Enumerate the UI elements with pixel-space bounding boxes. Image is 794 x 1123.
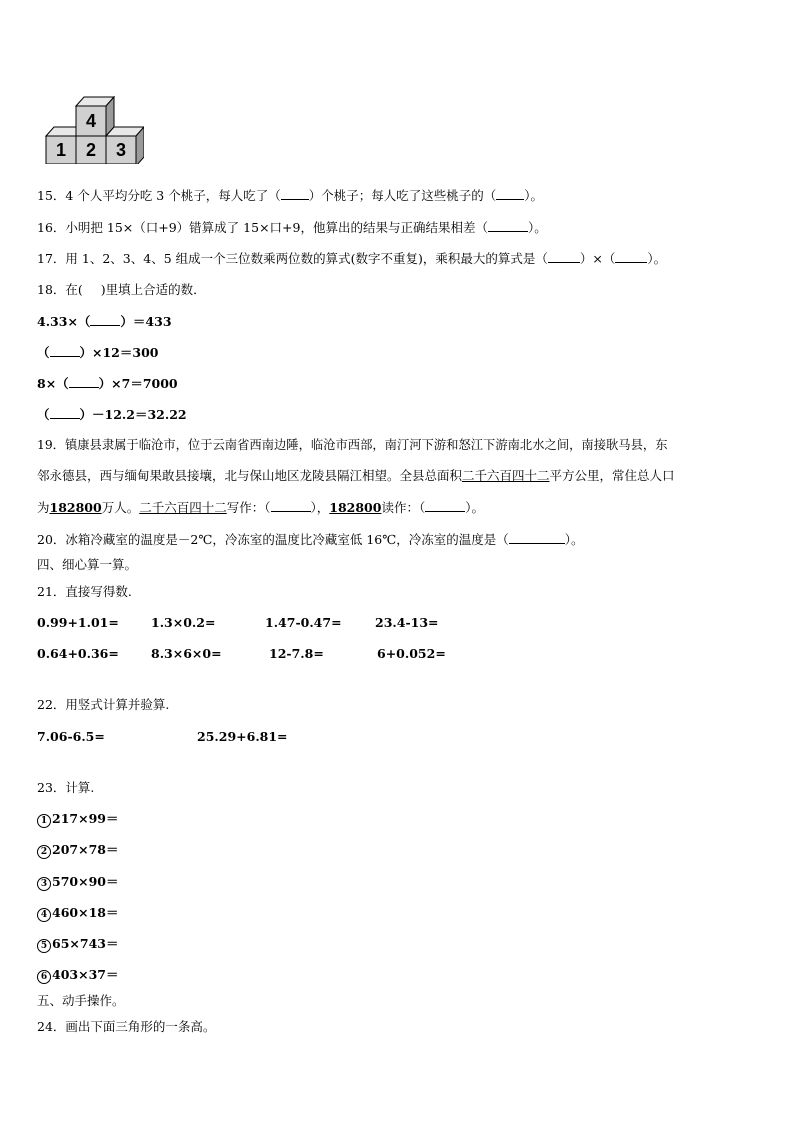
answer-blank[interactable] bbox=[615, 250, 647, 263]
answer-blank[interactable] bbox=[50, 344, 80, 357]
circled-number: 2 bbox=[37, 845, 51, 859]
answer-blank[interactable] bbox=[488, 219, 528, 232]
circled-number: 5 bbox=[37, 939, 51, 953]
calc-item: 6 403×37＝ bbox=[37, 967, 118, 984]
calc-item: 12-7.8= bbox=[269, 646, 324, 661]
question-24: 24．画出下面三角形的一条高。 bbox=[37, 1019, 216, 1034]
calc-item: 3 570×90＝ bbox=[37, 874, 118, 891]
question-22-title: 22．用竖式计算并验算. bbox=[37, 697, 170, 712]
calc-item: 8.3×6×0= bbox=[151, 646, 222, 661]
calc-item: 7.06-6.5= bbox=[37, 729, 105, 744]
answer-blank[interactable] bbox=[50, 406, 80, 419]
answer-blank[interactable] bbox=[425, 499, 465, 512]
answer-blank[interactable] bbox=[509, 531, 565, 544]
answer-blank[interactable] bbox=[271, 499, 311, 512]
question-15: 15．4 个人平均分吃 3 个桃子，每人吃了（ ）个桃子；每人吃了这些桃子的（ ）。 bbox=[37, 188, 544, 203]
calc-item: 0.99+1.01= bbox=[37, 615, 119, 630]
question-18-title: 18．在( )里填上合适的数． bbox=[37, 282, 206, 297]
answer-blank[interactable] bbox=[548, 250, 580, 263]
calc-item: 5 65×743＝ bbox=[37, 936, 118, 953]
answer-blank[interactable] bbox=[496, 187, 524, 200]
question-18-line-4: （ ）－12.2＝32.22 bbox=[37, 407, 187, 422]
answer-blank[interactable] bbox=[90, 313, 120, 326]
answer-blank[interactable] bbox=[281, 187, 309, 200]
calc-item: 4 460×18＝ bbox=[37, 905, 118, 922]
calc-item: 1.3×0.2= bbox=[151, 615, 216, 630]
cube-label-3: 3 bbox=[115, 140, 127, 160]
question-20: 20．冰箱冷藏室的温度是－2℃，冷冻室的温度比冷藏室低 16℃，冷冻室的温度是（ ）。 bbox=[37, 532, 584, 547]
question-18-line-1: 4.33×（ ）＝433 bbox=[37, 314, 172, 329]
calc-item: 0.64+0.36= bbox=[37, 646, 119, 661]
question-23-title: 23．计算. bbox=[37, 780, 95, 795]
circled-number: 6 bbox=[37, 970, 51, 984]
calc-item: 25.29+6.81= bbox=[197, 729, 288, 744]
question-21-title: 21．直接写得数. bbox=[37, 584, 132, 599]
calc-item: 23.4-13= bbox=[375, 615, 439, 630]
question-17: 17．用 1、2、3、4、5 组成一个三位数乘两位数的算式(数字不重复)，乘积最大的算式是（ ）×（ ）。 bbox=[37, 251, 667, 266]
question-19-line-1: 19．镇康县隶属于临沧市，位于云南省西南边陲，临沧市西部，南汀河下游和怒江下游南北水之间，南接耿马县，东 bbox=[37, 438, 668, 452]
circled-number: 4 bbox=[37, 908, 51, 922]
calc-item: 1 217×99＝ bbox=[37, 811, 118, 828]
calc-item: 1.47-0.47= bbox=[265, 615, 342, 630]
answer-blank[interactable] bbox=[69, 375, 99, 388]
cube-figure bbox=[44, 94, 144, 164]
question-18-line-2: （ ）×12＝300 bbox=[37, 345, 159, 360]
question-18-line-3: 8×（ ）×7＝7000 bbox=[37, 376, 178, 391]
circled-number: 3 bbox=[37, 877, 51, 891]
cube-label-2: 2 bbox=[85, 140, 97, 160]
section-5-heading: 五、动手操作。 bbox=[37, 993, 125, 1008]
question-19-line-2: 邻永德县，西与缅甸果敢县接壤，北与保山地区龙陵县隔江相望。全县总面积二千六百四十二平方公里，常住总人口 bbox=[37, 468, 675, 483]
question-16: 16．小明把 15×（口+9）错算成了 15×口+9，他算出的结果与正确结果相差（ ）。 bbox=[37, 220, 547, 235]
calc-item: 2 207×78＝ bbox=[37, 842, 118, 859]
cube-label-top: 4 bbox=[85, 111, 97, 131]
cube-label-1: 1 bbox=[55, 140, 67, 160]
section-4-heading: 四、细心算一算。 bbox=[37, 557, 138, 572]
calc-item: 6+0.052= bbox=[377, 646, 446, 661]
circled-number: 1 bbox=[37, 814, 51, 828]
question-19-line-3: 为182800万人。二千六百四十二写作：（ ），182800读作：（ ）。 bbox=[37, 500, 484, 515]
